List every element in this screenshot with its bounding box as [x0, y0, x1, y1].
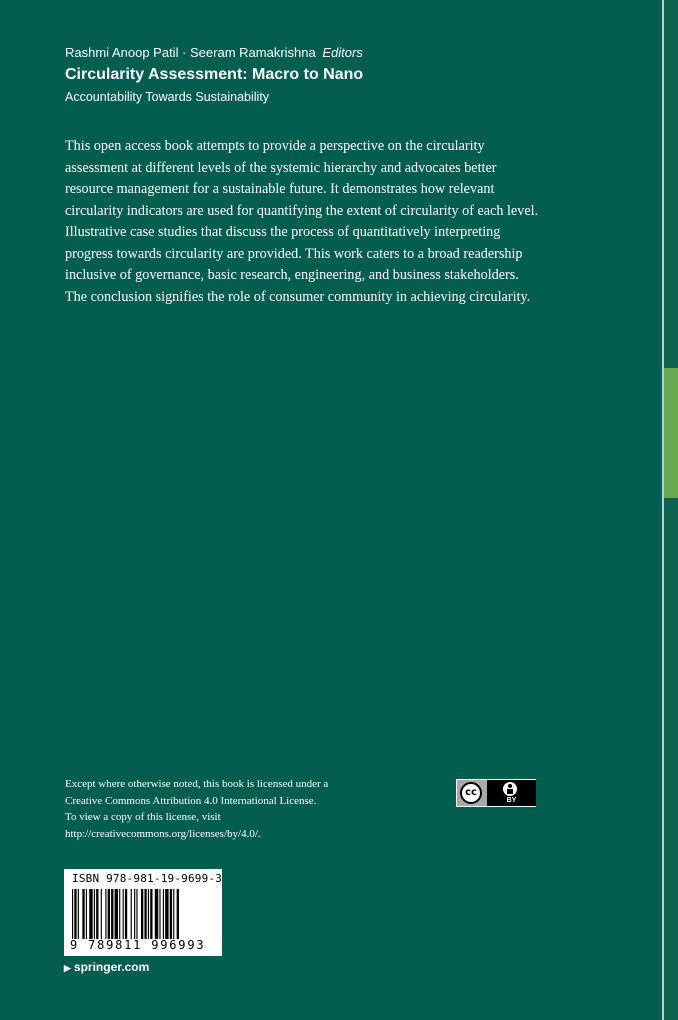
book-title: Circularity Assessment: Macro to Nano	[65, 66, 364, 83]
license-notice	[65, 776, 395, 842]
publisher-link-text: springer.com	[73, 960, 150, 974]
triangle-right-icon: ▶	[64, 963, 71, 973]
spine-green-accent	[664, 368, 678, 498]
editors-line	[65, 44, 625, 62]
book-subtitle: Accountability Towards Sustainability	[65, 90, 270, 104]
barcode-bars	[72, 889, 214, 939]
editors-role: Editors	[322, 45, 363, 60]
creative-commons-by-icon	[456, 779, 536, 807]
book-description: This open access book attempts to provide a perspective on the circularity assessment at different levels of the systemic hierarchy and advocates better resource management for a sustainable future. It demonstrates how relevant circularity indicators are used for quantifying the extent of circularity of each level. Illustrative case studies that discuss the process of quantitatively interpreting progress towards circularity are provided. This work caters to a broad readership inclusive of governance, basic research, engineering, and business stakeholders. The conclusion signifies the role of consumer community in achieving circularity.	[65, 138, 539, 305]
cc-logo-icon: cc	[460, 782, 482, 804]
cc-by-label: BY	[506, 797, 517, 804]
cover-header	[65, 44, 625, 106]
spine-strip	[664, 0, 678, 1020]
license-line-3: To view a copy of this license, visit	[65, 811, 221, 823]
license-line-2: Creative Commons Attribution 4.0 International License.	[65, 794, 317, 807]
publisher-link[interactable]	[64, 960, 149, 974]
cc-by-panel	[487, 780, 536, 806]
license-line-1: Except where otherwise noted, this book is licensed under a	[65, 778, 329, 790]
editor-names: Rashmi Anoop Patil · Seeram Ramakrishna	[65, 45, 316, 60]
license-url: http://creativecommons.org/licenses/by/4.0/.	[65, 827, 261, 840]
attribution-person-icon	[503, 782, 517, 796]
isbn-barcode	[64, 869, 222, 956]
barcode-digits: 9 789811 996993	[70, 938, 206, 952]
isbn-label: ISBN 978-981-19-9699-3	[72, 872, 223, 885]
